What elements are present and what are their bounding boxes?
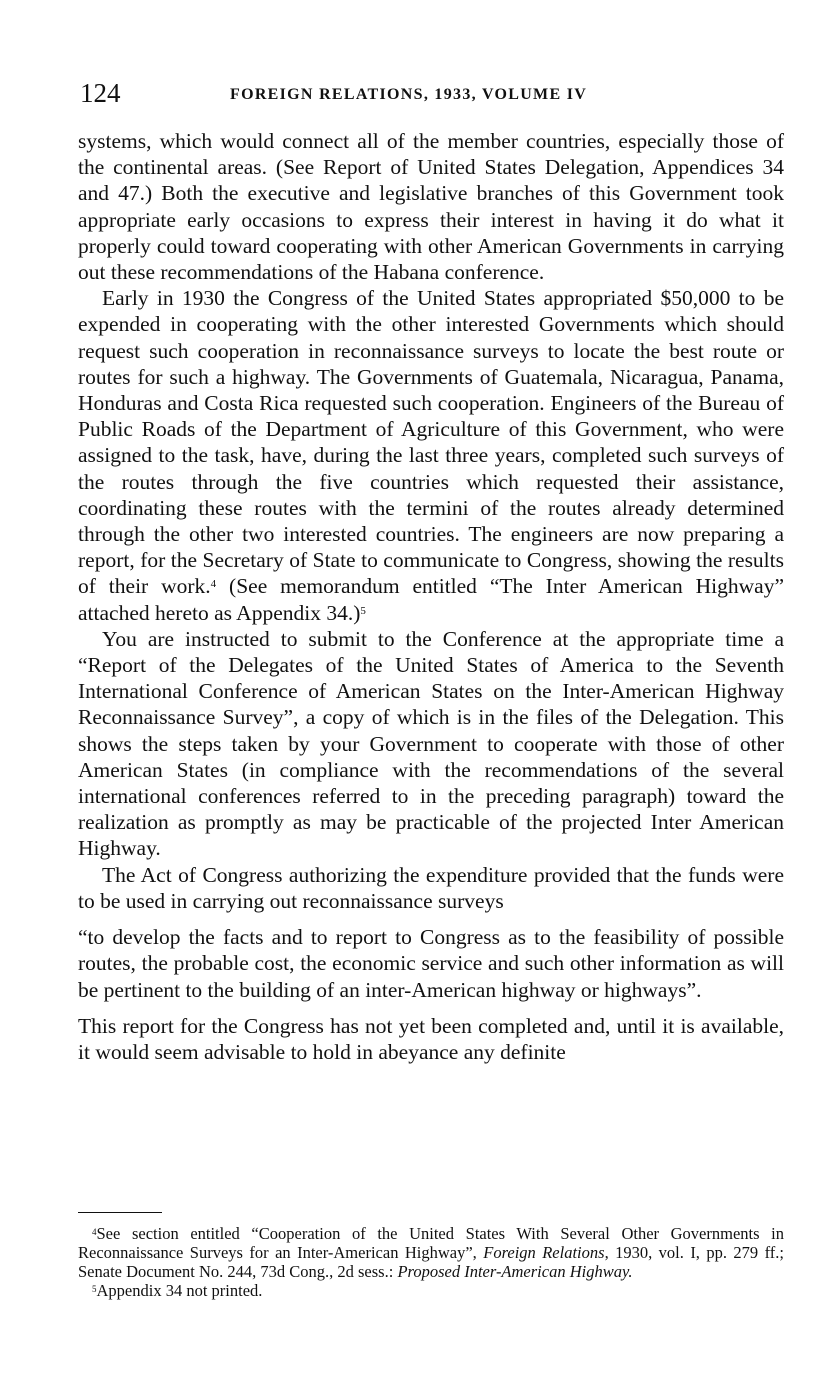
footnote-ref-5[interactable]: 5 <box>360 604 366 617</box>
footnote-marker-4: 4 <box>92 1227 97 1237</box>
footnote-ref-4[interactable]: 4 <box>210 578 217 591</box>
footnote-4-text-a: See section entitled “Cooperation of the United States With Several Other Governments in Reconnaissance Surveys for an Inter-American Highway”, <box>78 1224 784 1262</box>
paragraph-1: systems, which would connect all of the member countries, especially those of the continental areas. (See Report of United States Delegation, Appendices 34 and 47.) Both the executive and legislative branches of this Government took appropriate early occasions to express their interest in having it do what it properly could toward cooperating with other American Governments in carrying out these recommendations of the Habana conference. <box>78 129 784 285</box>
page-header <box>80 78 780 112</box>
footnote-4-text-b: , 1930, vol. I, pp. 279 ff.; Senate Document No. 244, 73d Cong., 2d sess.: <box>78 1243 785 1281</box>
paragraph-2-text-a: Early in 1930 the Congress of the United States appropriated $50,000 to be expended in cooperating with the other interested Governments which should request such cooperation in reconnaissance surveys to locate the best route or routes for such a highway. The Governments of Guatemala, Nicaragua, Panama, Honduras and Costa Rica requested such cooperation. Engineers of the Bureau of Public Roads of the Department of Agriculture of this Government, who were assigned to the task, have, during the last three years, completed such surveys of the routes through the five countries which requested their assistance, coordinating these routes with the termini of the routes already determined through the other two interested countries. The engineers are now preparing a report, for the Secretary of State to communicate to Congress, showing the results of their work. <box>78 286 784 599</box>
footnote-4 <box>78 1224 784 1281</box>
footnote-5 <box>78 1281 784 1300</box>
running-head: FOREIGN RELATIONS, 1933, VOLUME IV <box>230 86 588 103</box>
footnote-5-text: Appendix 34 not printed. <box>96 1281 263 1300</box>
footnote-4-italic-a: Foreign Relations <box>483 1243 605 1262</box>
page-number: 124 <box>80 78 121 108</box>
body-text <box>78 128 784 1065</box>
footnote-4-italic-b: Proposed Inter-American Highway. <box>397 1262 633 1281</box>
footnote-divider <box>78 1212 162 1213</box>
paragraph-5: This report for the Congress has not yet been completed and, until it is available, it would seem advisable to hold in abeyance any definite <box>78 1013 784 1064</box>
paragraph-2-text-b: (See memorandum entitled “The Inter American Highway” attached hereto as Appendix 34.) <box>78 574 784 625</box>
paragraph-2 <box>78 285 784 626</box>
paragraph-3: You are instructed to submit to the Conference at the appropriate time a “Report of the Delegates of the United States of America to the Seventh International Conference of American States on the Inter-American Highway Reconnaissance Survey”, a copy of which is in the files of the Delegation. This shows the steps taken by your Government to cooperate with those of other American States (in compliance with the recommendations of the several international conferences referred to in the preceding paragraph) toward the realization as promptly as may be practicable of the projected Inter American Highway. <box>78 626 784 861</box>
paragraph-4: The Act of Congress authorizing the expenditure provided that the funds were to be used in carrying out reconnaissance surveys <box>78 862 784 913</box>
footnote-marker-5: 5 <box>92 1284 97 1294</box>
footnotes <box>78 1224 784 1300</box>
block-quote: “to develop the facts and to report to Congress as to the feasibility of possible routes, the probable cost, the economic service and such other information as will be pertinent to the building of an inter-American highway or highways”. <box>78 925 784 1002</box>
